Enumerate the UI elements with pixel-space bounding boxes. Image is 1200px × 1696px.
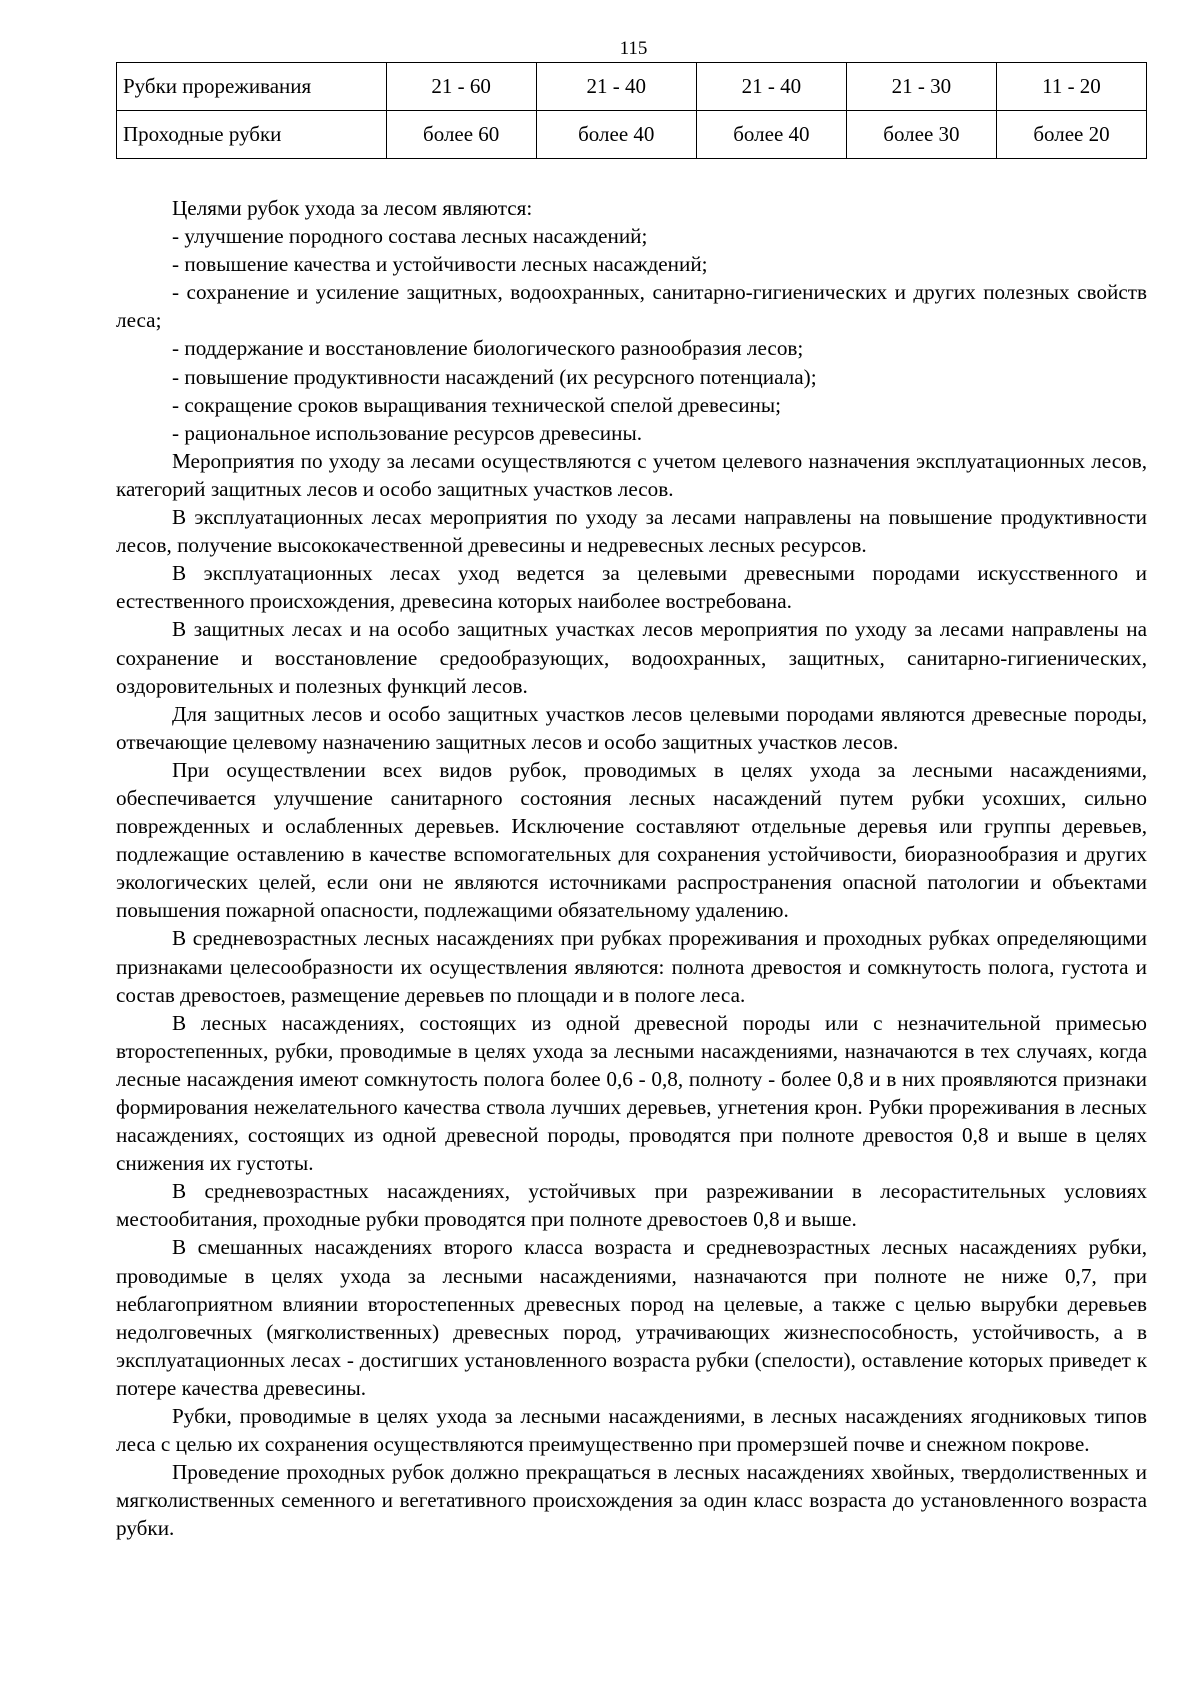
table-cell: более 30 (846, 111, 996, 159)
list-item: - улучшение породного состава лесных насаждений; (172, 224, 648, 249)
page-number: 115 (619, 38, 648, 59)
list-item: - повышение продуктивности насаждений (их ресурсного потенциала); (172, 364, 817, 389)
paragraph: В эксплуатационных лесах уход ведется за целевыми древесными породами искусственного и естественного происхождения, древесина которых наиболее востребована. (116, 561, 1147, 614)
paragraph: Мероприятия по уходу за лесами осуществляются с учетом целевого назначения эксплуатационных лесов, категорий защитных лесов и особо защитных участков лесов. (116, 448, 1147, 501)
list-item: - повышение качества и устойчивости лесных насаждений; (172, 252, 708, 277)
paragraph: В защитных лесах и на особо защитных участках лесов мероприятия по уходу за лесами направлены на сохранение и восстановление средообразующих, водоохранных, защитных, санитарно-гигиенических, оздоровительных и полезных функций лесов. (116, 617, 1147, 698)
age-range-table (116, 62, 1147, 159)
paragraph: Для защитных лесов и особо защитных участков лесов целевыми породами являются древесные породы, отвечающие целевому назначению защитных лесов и особо защитных участков лесов. (116, 701, 1147, 754)
paragraph: В лесных насаждениях, состоящих из одной древесной породы или с незначительной примесью второстепенных, рубки, проводимые в целях ухода за лесными насаждениями, назначаются в тех случаях, когда лесные насаждения имеют сомкнутость полога более 0,6 - 0,8, полноту - более 0,8 и в них проявляются признаки формирования нежелательного качества ствола лучших деревьев, угнетения крон. Рубки прореживания в лесных насаждениях, состоящих из одной древесной породы, проводятся при полноте древостоя 0,8 и выше в целях снижения их густоты. (116, 1010, 1147, 1176)
paragraph: В средневозрастных насаждениях, устойчивых при разреживании в лесорастительных условиях местообитания, проходные рубки проводятся при полноте древостоев 0,8 и выше. (116, 1179, 1147, 1232)
table-row (117, 63, 1147, 111)
paragraph: В эксплуатационных лесах мероприятия по уходу за лесами направлены на повышение продуктивности лесов, получение высококачественной древесины и недревесных лесных ресурсов. (116, 505, 1147, 558)
table-cell: 21 - 40 (696, 63, 846, 111)
row-label: Рубки прореживания (117, 63, 387, 111)
table-cell: более 60 (386, 111, 536, 159)
table-cell: более 40 (536, 111, 696, 159)
list-item: - поддержание и восстановление биологического разнообразия лесов; (172, 336, 804, 361)
table-cell: более 20 (996, 111, 1146, 159)
list-item: - рациональное использование ресурсов древесины. (172, 420, 642, 445)
list-item: - сокращение сроков выращивания технической спелой древесины; (172, 392, 782, 417)
paragraph: Целями рубок ухода за лесом являются: (172, 196, 533, 220)
table-cell: 21 - 40 (536, 63, 696, 111)
paragraph: В средневозрастных лесных насаждениях при рубках прореживания и проходных рубках определяющими признаками целесообразности их осуществления являются: полнота древостоя и сомкнутость полога, густота и состав древостоев, размещение деревьев по площади и в пологе леса. (116, 926, 1147, 1007)
paragraph: В смешанных насаждениях второго класса возраста и средневозрастных лесных насаждениях рубки, проводимые в целях ухода за лесными насаждениями, назначаются при полноте не ниже 0,7, при неблагоприятном влиянии второстепенных древесных пород на целевые, а также с целью вырубки деревьев недолговечных (мягколиственных) древесных пород, утрачивающих жизнеспособность, устойчивость, а в эксплуатационных лесах - достигших установленного возраста рубки (спелости), оставление которых приведет к потере качества древесины. (116, 1235, 1147, 1400)
table-cell: более 40 (696, 111, 846, 159)
table-row (117, 111, 1147, 159)
row-label: Проходные рубки (117, 111, 387, 159)
table-cell: 11 - 20 (996, 63, 1146, 111)
paragraph: Рубки, проводимые в целях ухода за лесными насаждениями, в лесных насаждениях ягодниковых типов леса с целью их сохранения осуществляются преимущественно при промерзшей почве и снежном покрове. (116, 1404, 1147, 1457)
table-cell: 21 - 30 (846, 63, 996, 111)
paragraph: Проведение проходных рубок должно прекращаться в лесных насаждениях хвойных, твердолиственных и мягколиственных семенного и вегетативного происхождения за один класс возраста до установленного возраста рубки. (116, 1460, 1147, 1541)
list-item: - сохранение и усиление защитных, водоохранных, санитарно-гигиенических и других полезных свойств леса; (116, 280, 1147, 333)
paragraph: При осуществлении всех видов рубок, проводимых в целях ухода за лесными насаждениями, обеспечивается улучшение санитарного состояния лесных насаждений путем рубки усохших, сильно поврежденных и ослабленных деревьев. Исключение составляют отдельные деревья или группы деревьев, подлежащие оставлению в качестве вспомогательных для сохранения устойчивости, биоразнообразия и других экологических целей, если они не являются источниками распространения опасной патологии и объектами повышения пожарной опасности, подлежащими обязательному удалению. (116, 757, 1147, 923)
table-cell: 21 - 60 (386, 63, 536, 111)
body-text (116, 194, 1147, 1543)
